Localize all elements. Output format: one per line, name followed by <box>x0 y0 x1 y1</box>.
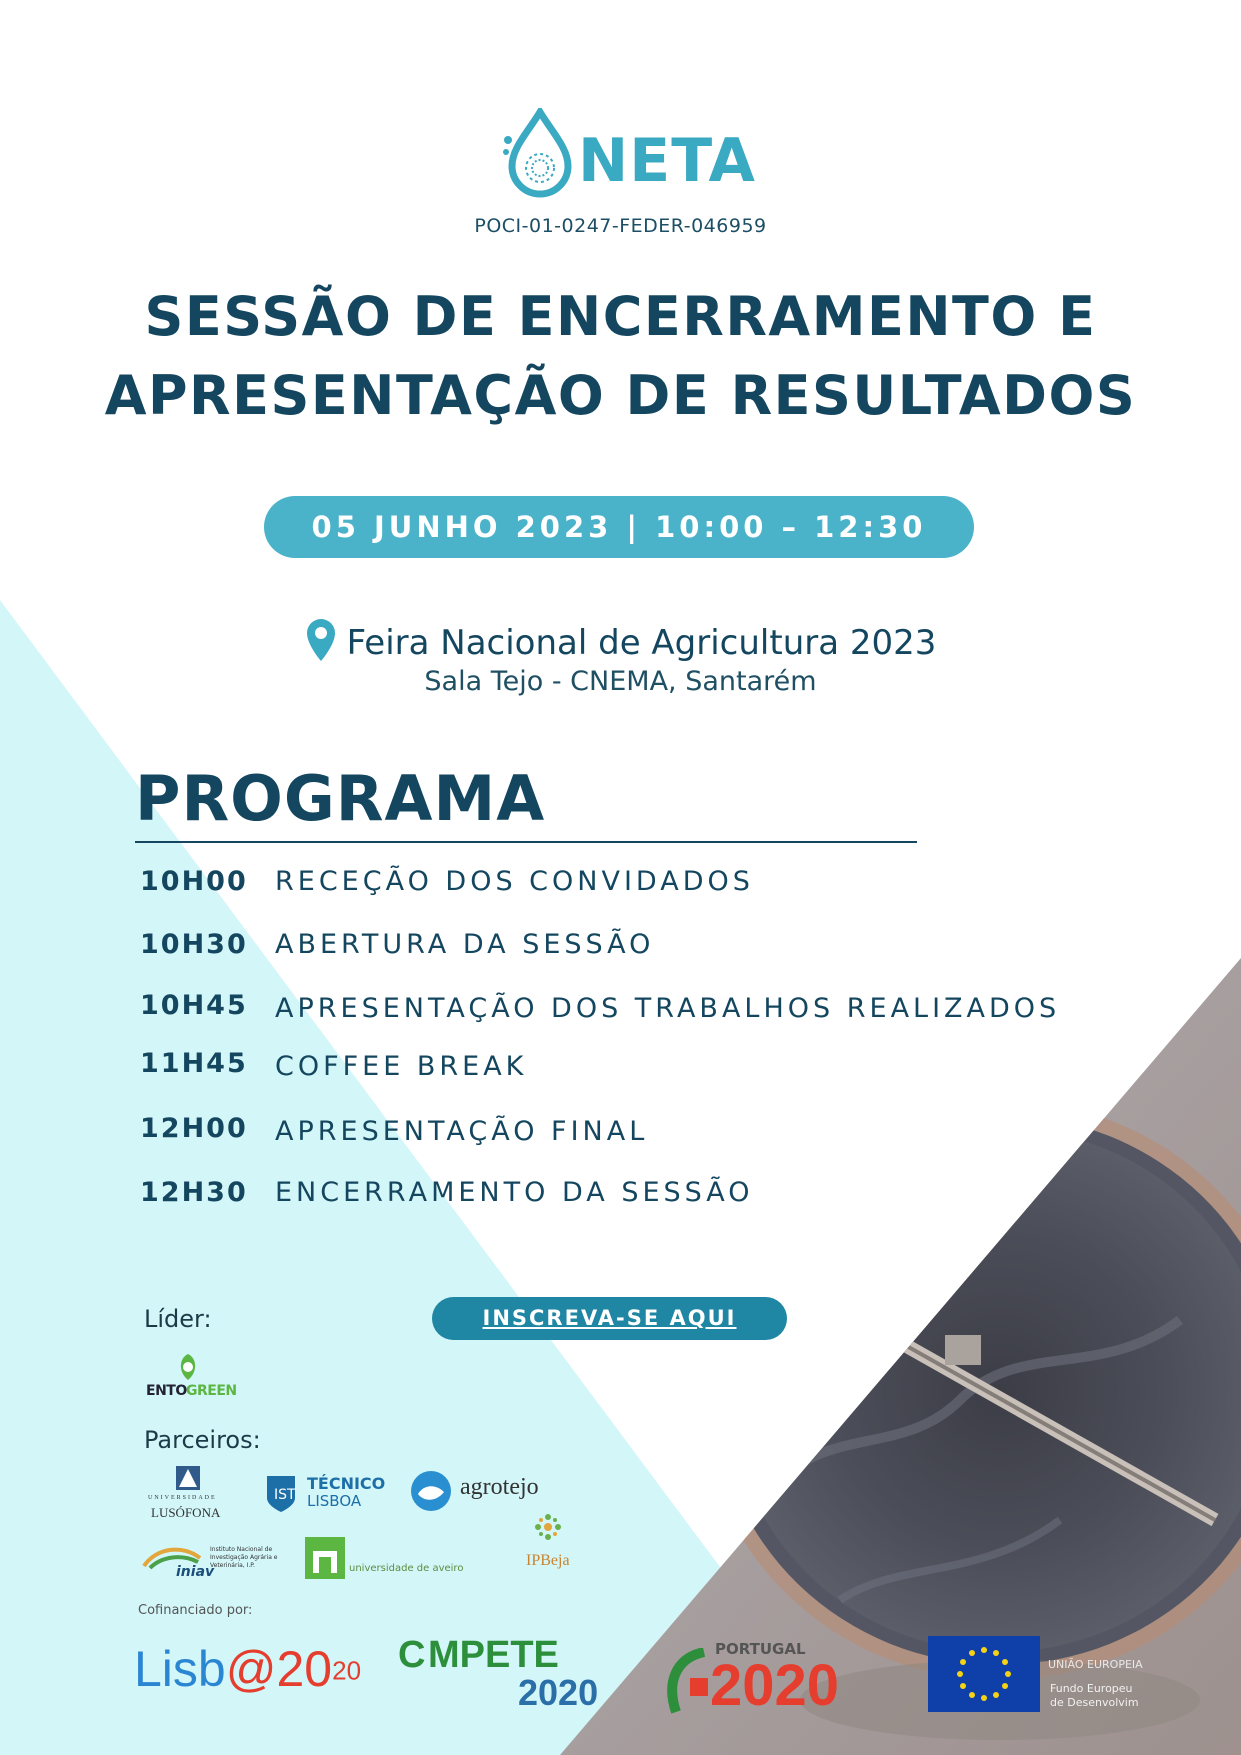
programa-item <box>140 1048 1240 1088</box>
page-title-line-1: SESSÃO DE ENCERRAMENTO E <box>144 285 1097 348</box>
iniav-desc: Instituto Nacional de Investigação Agrária e Veterinária, I.P. <box>210 1546 278 1569</box>
lusofona-top-text: UNIVERSIDADE <box>148 1495 217 1501</box>
lisboa2020-logo <box>134 1640 364 1710</box>
portugal-text: PORTUGAL <box>715 1640 806 1658</box>
programa-label: ENCERRAMENTO DA SESSÃO <box>275 1177 754 1208</box>
iniav-text: iniav <box>176 1564 215 1580</box>
lisboa-text: LISBOA <box>307 1492 362 1510</box>
programa-time: 11H45 <box>140 1048 248 1079</box>
tecnico-lisboa-logo <box>265 1472 385 1517</box>
programa-time: 12H00 <box>140 1113 248 1144</box>
compete-text-b: MPETE <box>428 1634 559 1676</box>
entogreen-logo <box>143 1350 243 1405</box>
portugal-2020-text: 2020 <box>710 1653 840 1718</box>
agrotejo-logo <box>410 1470 560 1515</box>
lusofona-logo <box>148 1465 228 1525</box>
iniav-logo <box>142 1542 292 1582</box>
svg-text:IST: IST <box>274 1487 296 1503</box>
lisboa-text-b: @20 <box>225 1641 333 1697</box>
ipbeja-logo <box>478 1512 578 1582</box>
venue <box>0 617 1241 672</box>
aveiro-text: universidade de aveiro <box>349 1563 464 1574</box>
divider <box>135 841 917 843</box>
programa-item <box>140 866 1240 906</box>
programa-item <box>140 1177 1240 1217</box>
eu-text-a: UNIÃO EUROPEIA <box>1048 1658 1143 1671</box>
eu-flag-icon <box>928 1636 1040 1712</box>
ipbeja-text: IPBeja <box>526 1552 570 1569</box>
cofinanced-label: Cofinanciado por: <box>138 1603 253 1618</box>
agrotejo-circle-icon <box>410 1470 452 1512</box>
water-drop-icon <box>500 108 580 203</box>
aveiro-logo <box>305 1537 475 1582</box>
date-time-badge: 05 JUNHO 2023 | 10:00 – 12:30 <box>264 496 974 558</box>
page-title-line-2: APRESENTAÇÃO DE RESULTADOS <box>104 364 1137 427</box>
venue-detail: Sala Tejo - CNEMA, Santarém <box>424 666 817 697</box>
programa-label: RECEÇÃO DOS CONVIDADOS <box>275 866 754 897</box>
programa-label: APRESENTAÇÃO DOS TRABALHOS REALIZADOS <box>275 993 1061 1024</box>
entogreen-text-b: GREEN <box>186 1383 237 1399</box>
compete2020-logo <box>398 1634 618 1724</box>
lusofona-text: LUSÓFONA <box>151 1505 221 1520</box>
compete-text-c: 2020 <box>518 1672 599 1713</box>
location-pin-icon <box>305 617 337 672</box>
lisboa-text-c: 20 <box>332 1655 362 1686</box>
agrotejo-text: agrotejo <box>460 1474 539 1500</box>
tecnico-text: TÉCNICO <box>307 1474 386 1493</box>
programa-item <box>140 929 1240 969</box>
aveiro-emblem-icon <box>305 1537 345 1579</box>
programa-label: COFFEE BREAK <box>275 1051 528 1082</box>
lisboa-text-a: Lisb <box>134 1641 226 1697</box>
programa-item <box>140 1113 1240 1153</box>
venue-name: Feira Nacional de Agricultura 2023 <box>346 623 937 663</box>
logo-wordmark: NETA <box>578 126 756 196</box>
portugal2020-logo <box>660 1640 890 1725</box>
programa-time: 10H45 <box>140 990 248 1021</box>
project-code: POCI-01-0247-FEDER-046959 <box>474 215 767 237</box>
portugal-flag-mark-icon <box>660 1648 710 1718</box>
programa-time: 12H30 <box>140 1177 248 1208</box>
entogreen-text-a: ENTO <box>146 1383 187 1399</box>
programa-time: 10H30 <box>140 929 248 960</box>
programa-item <box>140 990 1240 1030</box>
leader-label: Líder: <box>144 1305 212 1333</box>
register-button[interactable]: INSCREVA-SE AQUI <box>432 1297 787 1340</box>
programa-label: ABERTURA DA SESSÃO <box>275 929 655 960</box>
programa-heading: PROGRAMA <box>135 762 546 835</box>
lusofona-emblem-icon <box>175 1465 201 1491</box>
partners-label: Parceiros: <box>144 1426 261 1454</box>
ipbeja-dots-icon <box>533 1512 563 1542</box>
eu-text-c: de Desenvolvim <box>1050 1696 1139 1709</box>
neta-logo <box>500 108 756 203</box>
eu-fund-logo <box>928 1636 1143 1716</box>
tecnico-shield-icon <box>265 1474 297 1514</box>
compete-text-a: C <box>398 1634 426 1676</box>
programa-label: APRESENTAÇÃO FINAL <box>275 1116 649 1147</box>
eu-text-b: Fundo Europeu <box>1050 1682 1133 1695</box>
entogreen-leaf-icon <box>173 1350 203 1382</box>
programa-time: 10H00 <box>140 866 248 897</box>
